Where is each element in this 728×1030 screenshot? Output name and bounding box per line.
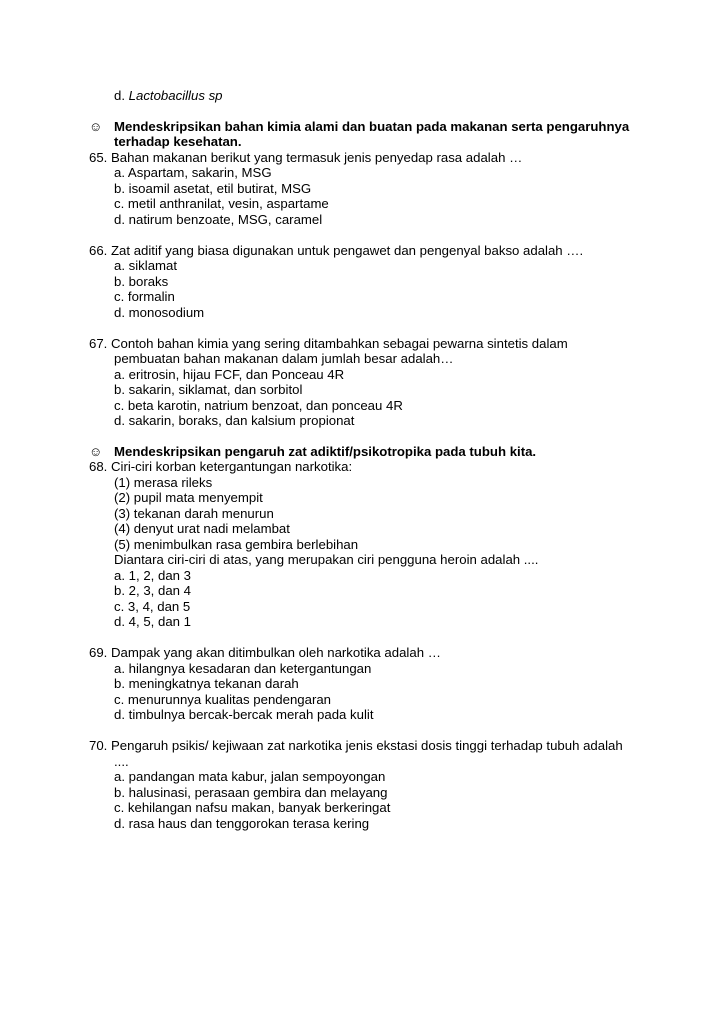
- q64-option-d: d. Lactobacillus sp: [114, 88, 223, 103]
- q68-item-2: (2) pupil mata menyempit: [114, 490, 263, 505]
- q68-item-5: (5) menimbulkan rasa gembira berlebihan: [114, 537, 359, 552]
- q67-question-cont: pembuatan bahan makanan dalam jumlah besar adalah…: [114, 351, 454, 366]
- q69-option-b: b. meningkatnya tekanan darah: [114, 676, 299, 691]
- q66-question: 66. Zat aditif yang biasa digunakan untuk pengawet dan pengenyal bakso adalah ….: [89, 243, 584, 258]
- q69-option-a: a. hilangnya kesadaran dan ketergantungan: [114, 661, 372, 676]
- q68-item-1: (1) merasa rileks: [114, 475, 213, 490]
- q68-prompt: Diantara ciri-ciri di atas, yang merupakan ciri pengguna heroin adalah ....: [114, 552, 539, 567]
- q69-option-c: c. menurunnya kualitas pendengaran: [114, 692, 332, 707]
- q68-question: 68. Ciri-ciri korban ketergantungan narkotika:: [89, 459, 353, 474]
- q70-option-a: a. pandangan mata kabur, jalan sempoyongan: [114, 769, 386, 784]
- q68-option-a: a. 1, 2, dan 3: [114, 568, 191, 583]
- q69-question: 69. Dampak yang akan ditimbulkan oleh narkotika adalah …: [89, 645, 441, 660]
- q68-item-3: (3) tekanan darah menurun: [114, 506, 274, 521]
- q68-option-d: d. 4, 5, dan 1: [114, 614, 191, 629]
- q67-option-b: b. sakarin, siklamat, dan sorbitol: [114, 382, 303, 397]
- q70-option-d: d. rasa haus dan tenggorokan terasa kering: [114, 816, 370, 831]
- q67-option-a: a. eritrosin, hijau FCF, dan Ponceau 4R: [114, 367, 345, 382]
- q67-option-d: d. sakarin, boraks, dan kalsium propionat: [114, 413, 355, 428]
- section-heading-1: Mendeskripsikan bahan kimia alami dan buatan pada makanan serta pengaruhnya: [114, 119, 630, 134]
- q68-option-c: c. 3, 4, dan 5: [114, 599, 191, 614]
- q67-option-c: c. beta karotin, natrium benzoat, dan ponceau 4R: [114, 398, 403, 413]
- q66-option-c: c. formalin: [114, 289, 175, 304]
- q68-item-4: (4) denyut urat nadi melambat: [114, 521, 290, 536]
- q67-question: 67. Contoh bahan kimia yang sering ditambahkan sebagai pewarna sintetis dalam: [89, 336, 568, 351]
- q65-option-c: c. metil anthranilat, vesin, aspartame: [114, 196, 329, 211]
- smiley-icon: ☺: [89, 444, 103, 459]
- q65-option-d: d. natirum benzoate, MSG, caramel: [114, 212, 323, 227]
- smiley-icon: ☺: [89, 119, 103, 134]
- q69-option-d: d. timbulnya bercak-bercak merah pada kulit: [114, 707, 374, 722]
- q66-option-b: b. boraks: [114, 274, 169, 289]
- q70-question-cont: ....: [114, 754, 129, 769]
- q70-option-b: b. halusinasi, perasaan gembira dan melayang: [114, 785, 388, 800]
- q68-option-b: b. 2, 3, dan 4: [114, 583, 191, 598]
- q70-option-c: c. kehilangan nafsu makan, banyak berkeringat: [114, 800, 391, 815]
- q65-option-b: b. isoamil asetat, etil butirat, MSG: [114, 181, 312, 196]
- q70-question: 70. Pengaruh psikis/ kejiwaan zat narkotika jenis ekstasi dosis tinggi terhadap tubuh adalah: [89, 738, 623, 753]
- q65-option-a: a. Aspartam, sakarin, MSG: [114, 165, 272, 180]
- q65-question: 65. Bahan makanan berikut yang termasuk jenis penyedap rasa adalah …: [89, 150, 523, 165]
- q66-option-d: d. monosodium: [114, 305, 205, 320]
- section-heading-2: Mendeskripsikan pengaruh zat adiktif/psikotropika pada tubuh kita.: [114, 444, 537, 459]
- section-heading-1-cont: terhadap kesehatan.: [114, 134, 242, 149]
- q66-option-a: a. siklamat: [114, 258, 178, 273]
